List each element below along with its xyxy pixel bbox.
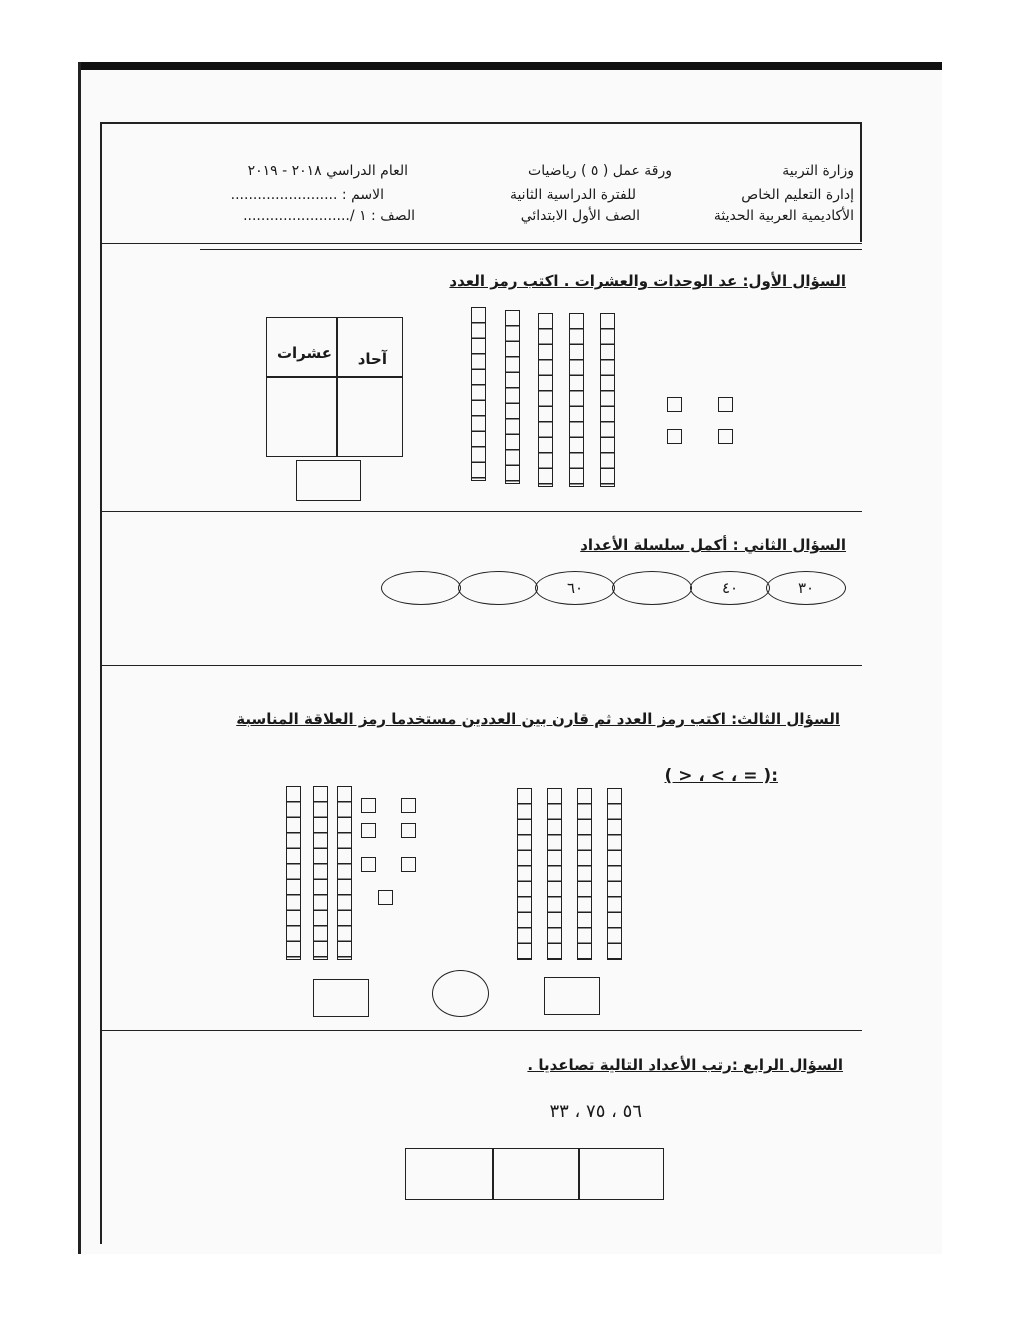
- unit-cube: [401, 798, 416, 813]
- place-value-table: [266, 317, 403, 457]
- ordering-answer-cell[interactable]: [580, 1150, 662, 1198]
- unit-cube: [667, 397, 682, 412]
- tens-rod: [337, 786, 352, 960]
- tens-rod: [600, 313, 615, 487]
- ordering-answer-cell[interactable]: [407, 1150, 491, 1198]
- unit-cube: [667, 429, 682, 444]
- tens-rod: [471, 307, 486, 481]
- question-3-title: السؤال الثالث: اكتب رمز العدد ثم قارن بين العددين مستخدما رمز العلاقة المناسبة: [236, 710, 840, 728]
- tens-rod: [505, 310, 520, 484]
- place-value-column-divider: [336, 317, 338, 457]
- comparison-symbols: :( = ، > ، < ): [664, 766, 778, 786]
- grade-label: الصف الأول الابتدائي: [520, 208, 640, 224]
- unit-cube: [401, 823, 416, 838]
- header-frame-right: [860, 122, 862, 242]
- worksheet-title: ورقة عمل ( ٥ ) رياضيات: [528, 163, 672, 179]
- unit-cube: [718, 397, 733, 412]
- q3-left-answer-box[interactable]: [313, 979, 369, 1017]
- section-divider: [100, 511, 862, 512]
- comparison-circle[interactable]: [432, 970, 489, 1017]
- section-divider: [100, 665, 862, 666]
- numbers-to-order: ٥٦ ، ٧٥ ، ٣٣: [549, 1101, 642, 1122]
- sequence-oval[interactable]: [458, 571, 538, 605]
- class-field[interactable]: الصف : ١ /........................: [243, 208, 415, 224]
- question-4-title: السؤال الرابع :رتب الأعداد التالية تصاعديا .: [527, 1056, 843, 1074]
- question-2-title: السؤال الثاني : أكمل سلسلة الأعداد: [580, 536, 846, 554]
- tens-rod: [313, 786, 328, 960]
- tens-rod: [569, 313, 584, 487]
- tens-rod: [517, 788, 532, 960]
- tens-rod: [577, 788, 592, 960]
- q3-right-answer-box[interactable]: [544, 977, 600, 1015]
- sequence-oval[interactable]: [612, 571, 692, 605]
- q1-answer-box[interactable]: [296, 460, 361, 501]
- school-name: الأكاديمية العربية الحديثة: [713, 208, 854, 224]
- school-year: العام الدراسي ٢٠١٨ - ٢٠١٩: [247, 163, 408, 179]
- tens-column-header: عشرات: [276, 344, 332, 362]
- sequence-oval[interactable]: ٤٠: [690, 571, 770, 605]
- question-1-title: السؤال الأول: عد الوحدات والعشرات . اكتب رمز العدد: [449, 272, 846, 290]
- ministry-name: وزارة التربية: [782, 163, 854, 179]
- unit-cube: [718, 429, 733, 444]
- worksheet-frame: [100, 122, 862, 1244]
- sequence-oval[interactable]: [381, 571, 461, 605]
- sequence-oval[interactable]: ٣٠: [766, 571, 846, 605]
- tens-rod: [607, 788, 622, 960]
- scan-border-top: [78, 62, 942, 70]
- ones-column-header: آحاد: [357, 350, 387, 368]
- student-name-field[interactable]: الاسم : ........................: [230, 187, 384, 203]
- tens-rod: [286, 786, 301, 960]
- section-divider: [100, 1030, 862, 1031]
- unit-cube: [361, 798, 376, 813]
- ordering-answer-cell[interactable]: [494, 1150, 577, 1198]
- sequence-oval[interactable]: ٦٠: [535, 571, 615, 605]
- header-divider-2: [200, 249, 862, 250]
- unit-cube: [401, 857, 416, 872]
- tens-rod: [547, 788, 562, 960]
- tens-rod: [538, 313, 553, 487]
- header-divider: [100, 243, 862, 244]
- unit-cube: [361, 823, 376, 838]
- term-label: للفترة الدراسية الثانية: [509, 187, 636, 203]
- unit-cube: [361, 857, 376, 872]
- unit-cube: [378, 890, 393, 905]
- place-value-row-divider: [266, 376, 403, 378]
- department-name: إدارة التعليم الخاص: [741, 187, 854, 203]
